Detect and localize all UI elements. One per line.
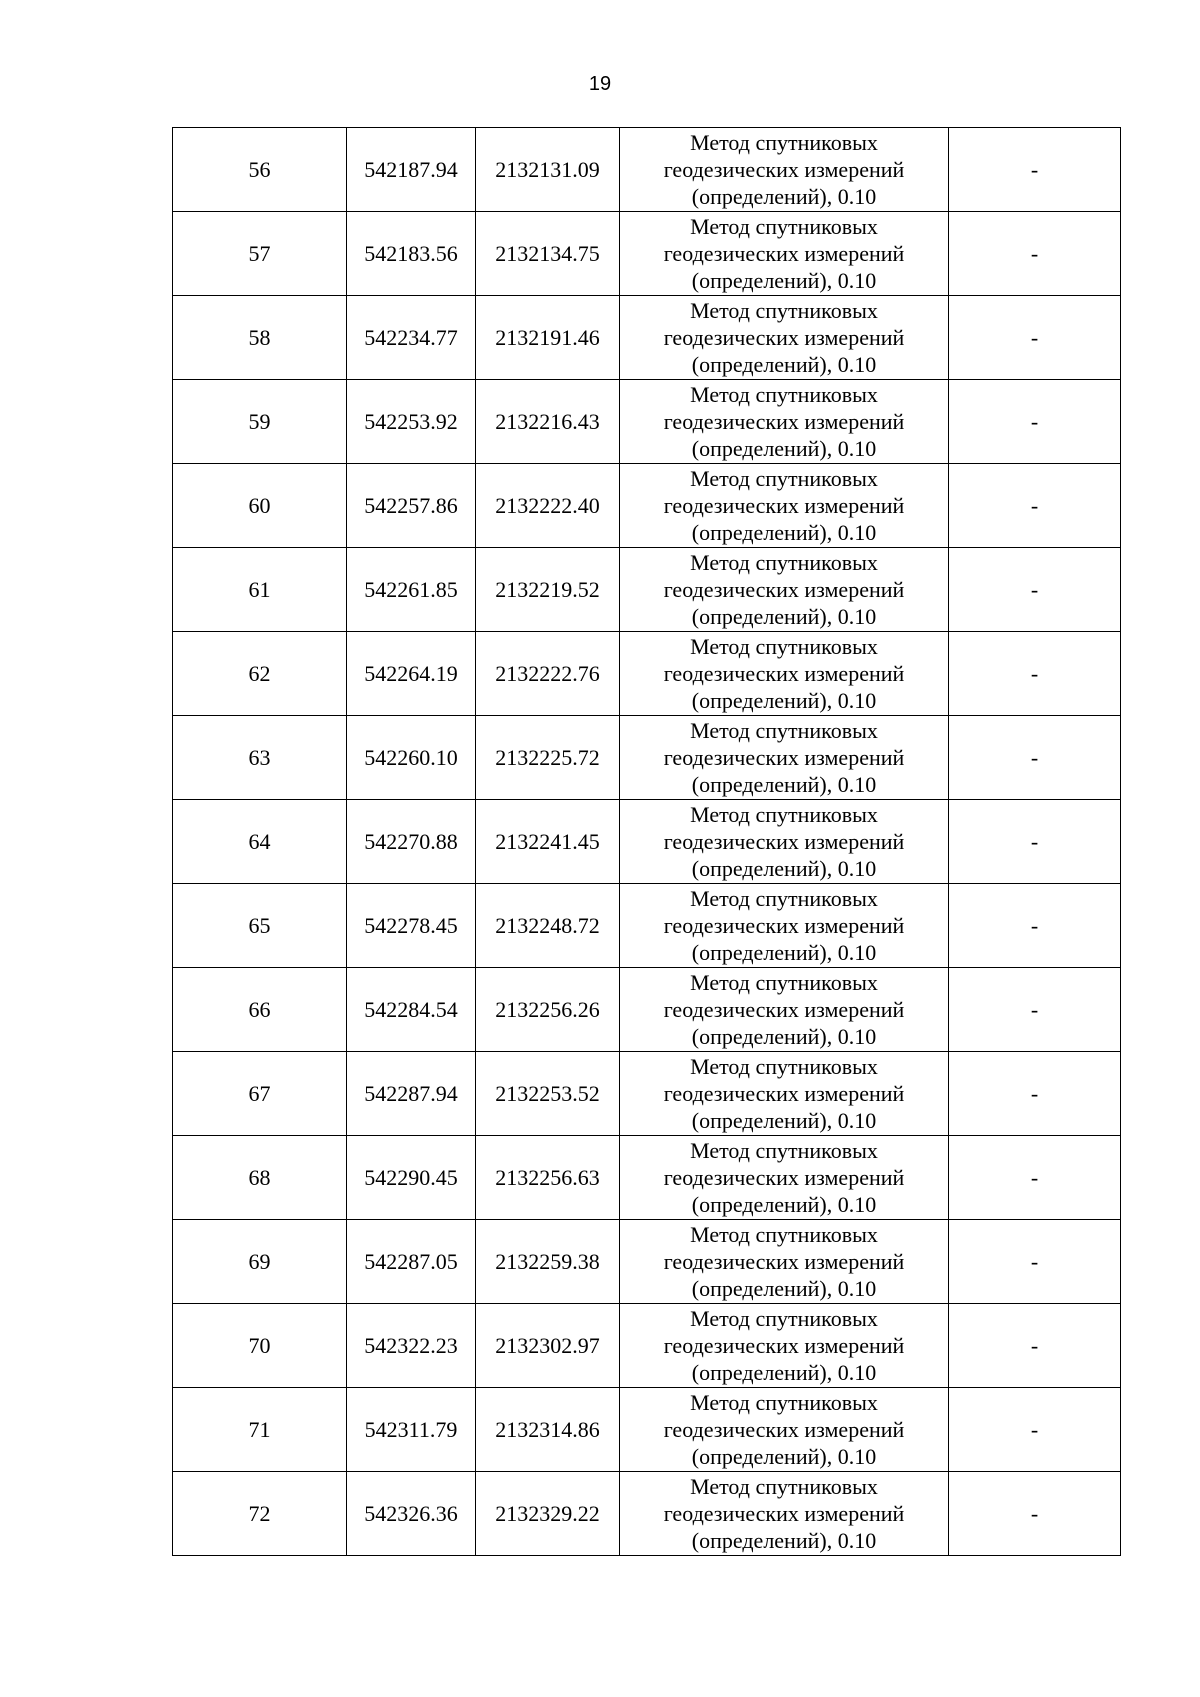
table-row xyxy=(173,968,1121,1052)
description-cell: - xyxy=(949,212,1121,296)
method-cell xyxy=(620,1136,949,1220)
method-cell xyxy=(620,1304,949,1388)
y-coordinate-cell: 2132256.63 xyxy=(476,1136,620,1220)
method-cell xyxy=(620,212,949,296)
method-line: (определений), 0.10 xyxy=(691,520,877,545)
method-line: геодезических измерений xyxy=(663,997,905,1022)
description-cell: - xyxy=(949,1388,1121,1472)
method-line: (определений), 0.10 xyxy=(691,436,877,461)
y-coordinate-cell: 2132134.75 xyxy=(476,212,620,296)
method-line: (определений), 0.10 xyxy=(691,352,877,377)
x-coordinate-cell: 542264.19 xyxy=(347,632,476,716)
point-number-cell: 58 xyxy=(173,296,347,380)
table-row xyxy=(173,1136,1121,1220)
method-line: Метод спутниковых xyxy=(690,1138,878,1163)
method-line: (определений), 0.10 xyxy=(691,1444,877,1469)
method-line: (определений), 0.10 xyxy=(691,772,877,797)
method-line: геодезических измерений xyxy=(663,577,905,602)
point-number-cell: 64 xyxy=(173,800,347,884)
y-coordinate-cell: 2132216.43 xyxy=(476,380,620,464)
y-coordinate-cell: 2132222.40 xyxy=(476,464,620,548)
table-row xyxy=(173,632,1121,716)
point-number-cell: 59 xyxy=(173,380,347,464)
method-line: геодезических измерений xyxy=(663,745,905,770)
method-line: (определений), 0.10 xyxy=(691,940,877,965)
point-number-cell: 71 xyxy=(173,1388,347,1472)
x-coordinate-cell: 542284.54 xyxy=(347,968,476,1052)
method-line: Метод спутниковых xyxy=(690,718,878,743)
method-cell xyxy=(620,1388,949,1472)
x-coordinate-cell: 542287.94 xyxy=(347,1052,476,1136)
method-line: геодезических измерений xyxy=(663,493,905,518)
method-cell xyxy=(620,800,949,884)
method-line: Метод спутниковых xyxy=(690,382,878,407)
method-line: (определений), 0.10 xyxy=(691,268,877,293)
description-cell: - xyxy=(949,1472,1121,1556)
method-cell xyxy=(620,968,949,1052)
coordinates-table-body xyxy=(173,128,1121,1556)
method-line: Метод спутниковых xyxy=(690,1474,878,1499)
x-coordinate-cell: 542260.10 xyxy=(347,716,476,800)
table-row xyxy=(173,884,1121,968)
method-cell xyxy=(620,464,949,548)
method-line: Метод спутниковых xyxy=(690,466,878,491)
method-line: геодезических измерений xyxy=(663,325,905,350)
method-cell xyxy=(620,1052,949,1136)
x-coordinate-cell: 542287.05 xyxy=(347,1220,476,1304)
description-cell: - xyxy=(949,1136,1121,1220)
description-cell: - xyxy=(949,1220,1121,1304)
description-cell: - xyxy=(949,1052,1121,1136)
point-number-cell: 65 xyxy=(173,884,347,968)
table-row xyxy=(173,1220,1121,1304)
method-cell xyxy=(620,716,949,800)
method-line: (определений), 0.10 xyxy=(691,856,877,881)
y-coordinate-cell: 2132248.72 xyxy=(476,884,620,968)
method-line: геодезических измерений xyxy=(663,1501,905,1526)
description-cell: - xyxy=(949,548,1121,632)
method-line: геодезических измерений xyxy=(663,1165,905,1190)
method-line: (определений), 0.10 xyxy=(691,1360,877,1385)
description-cell: - xyxy=(949,128,1121,212)
y-coordinate-cell: 2132191.46 xyxy=(476,296,620,380)
x-coordinate-cell: 542261.85 xyxy=(347,548,476,632)
table-row xyxy=(173,296,1121,380)
method-line: (определений), 0.10 xyxy=(691,184,877,209)
method-line: Метод спутниковых xyxy=(690,214,878,239)
method-line: (определений), 0.10 xyxy=(691,1192,877,1217)
point-number-cell: 66 xyxy=(173,968,347,1052)
x-coordinate-cell: 542187.94 xyxy=(347,128,476,212)
table-row xyxy=(173,716,1121,800)
x-coordinate-cell: 542311.79 xyxy=(347,1388,476,1472)
y-coordinate-cell: 2132259.38 xyxy=(476,1220,620,1304)
method-line: (определений), 0.10 xyxy=(691,604,877,629)
method-cell xyxy=(620,1220,949,1304)
point-number-cell: 60 xyxy=(173,464,347,548)
table-row xyxy=(173,1052,1121,1136)
table-row xyxy=(173,1304,1121,1388)
x-coordinate-cell: 542326.36 xyxy=(347,1472,476,1556)
table-row xyxy=(173,464,1121,548)
method-line: геодезических измерений xyxy=(663,409,905,434)
method-line: Метод спутниковых xyxy=(690,130,878,155)
method-line: Метод спутниковых xyxy=(690,970,878,995)
description-cell: - xyxy=(949,1304,1121,1388)
method-line: (определений), 0.10 xyxy=(691,1108,877,1133)
method-cell xyxy=(620,884,949,968)
method-line: (определений), 0.10 xyxy=(691,1024,877,1049)
point-number-cell: 57 xyxy=(173,212,347,296)
description-cell: - xyxy=(949,296,1121,380)
point-number-cell: 61 xyxy=(173,548,347,632)
table-row xyxy=(173,1472,1121,1556)
x-coordinate-cell: 542278.45 xyxy=(347,884,476,968)
method-line: геодезических измерений xyxy=(663,1417,905,1442)
y-coordinate-cell: 2132222.76 xyxy=(476,632,620,716)
description-cell: - xyxy=(949,884,1121,968)
y-coordinate-cell: 2132241.45 xyxy=(476,800,620,884)
table-row xyxy=(173,1388,1121,1472)
y-coordinate-cell: 2132256.26 xyxy=(476,968,620,1052)
x-coordinate-cell: 542183.56 xyxy=(347,212,476,296)
description-cell: - xyxy=(949,968,1121,1052)
method-line: Метод спутниковых xyxy=(690,298,878,323)
description-cell: - xyxy=(949,800,1121,884)
description-cell: - xyxy=(949,464,1121,548)
method-line: Метод спутниковых xyxy=(690,1390,878,1415)
x-coordinate-cell: 542270.88 xyxy=(347,800,476,884)
y-coordinate-cell: 2132253.52 xyxy=(476,1052,620,1136)
method-line: геодезических измерений xyxy=(663,1249,905,1274)
method-cell xyxy=(620,632,949,716)
y-coordinate-cell: 2132314.86 xyxy=(476,1388,620,1472)
point-number-cell: 68 xyxy=(173,1136,347,1220)
point-number-cell: 62 xyxy=(173,632,347,716)
page-number: 19 xyxy=(588,73,612,95)
method-cell xyxy=(620,128,949,212)
method-cell xyxy=(620,1472,949,1556)
method-line: геодезических измерений xyxy=(663,661,905,686)
method-line: (определений), 0.10 xyxy=(691,688,877,713)
method-line: (определений), 0.10 xyxy=(691,1528,877,1553)
method-line: Метод спутниковых xyxy=(690,1054,878,1079)
point-number-cell: 69 xyxy=(173,1220,347,1304)
method-cell xyxy=(620,548,949,632)
x-coordinate-cell: 542234.77 xyxy=(347,296,476,380)
method-cell xyxy=(620,296,949,380)
table-row xyxy=(173,800,1121,884)
method-line: Метод спутниковых xyxy=(690,550,878,575)
y-coordinate-cell: 2132219.52 xyxy=(476,548,620,632)
method-line: геодезических измерений xyxy=(663,1333,905,1358)
method-line: Метод спутниковых xyxy=(690,886,878,911)
point-number-cell: 72 xyxy=(173,1472,347,1556)
method-cell xyxy=(620,380,949,464)
point-number-cell: 70 xyxy=(173,1304,347,1388)
point-number-cell: 63 xyxy=(173,716,347,800)
y-coordinate-cell: 2132302.97 xyxy=(476,1304,620,1388)
method-line: Метод спутниковых xyxy=(690,634,878,659)
point-number-cell: 56 xyxy=(173,128,347,212)
table-row xyxy=(173,212,1121,296)
x-coordinate-cell: 542253.92 xyxy=(347,380,476,464)
method-line: Метод спутниковых xyxy=(690,1222,878,1247)
table-row xyxy=(173,380,1121,464)
description-cell: - xyxy=(949,716,1121,800)
coordinates-table xyxy=(172,127,1121,1556)
table-row xyxy=(173,548,1121,632)
method-line: геодезических измерений xyxy=(663,829,905,854)
method-line: геодезических измерений xyxy=(663,1081,905,1106)
y-coordinate-cell: 2132225.72 xyxy=(476,716,620,800)
x-coordinate-cell: 542290.45 xyxy=(347,1136,476,1220)
method-line: Метод спутниковых xyxy=(690,802,878,827)
method-line: геодезических измерений xyxy=(663,913,905,938)
table-row xyxy=(173,128,1121,212)
method-line: Метод спутниковых xyxy=(690,1306,878,1331)
description-cell: - xyxy=(949,632,1121,716)
method-line: геодезических измерений xyxy=(663,157,905,182)
description-cell: - xyxy=(949,380,1121,464)
method-line: геодезических измерений xyxy=(663,241,905,266)
method-line: (определений), 0.10 xyxy=(691,1276,877,1301)
point-number-cell: 67 xyxy=(173,1052,347,1136)
x-coordinate-cell: 542257.86 xyxy=(347,464,476,548)
y-coordinate-cell: 2132329.22 xyxy=(476,1472,620,1556)
y-coordinate-cell: 2132131.09 xyxy=(476,128,620,212)
x-coordinate-cell: 542322.23 xyxy=(347,1304,476,1388)
